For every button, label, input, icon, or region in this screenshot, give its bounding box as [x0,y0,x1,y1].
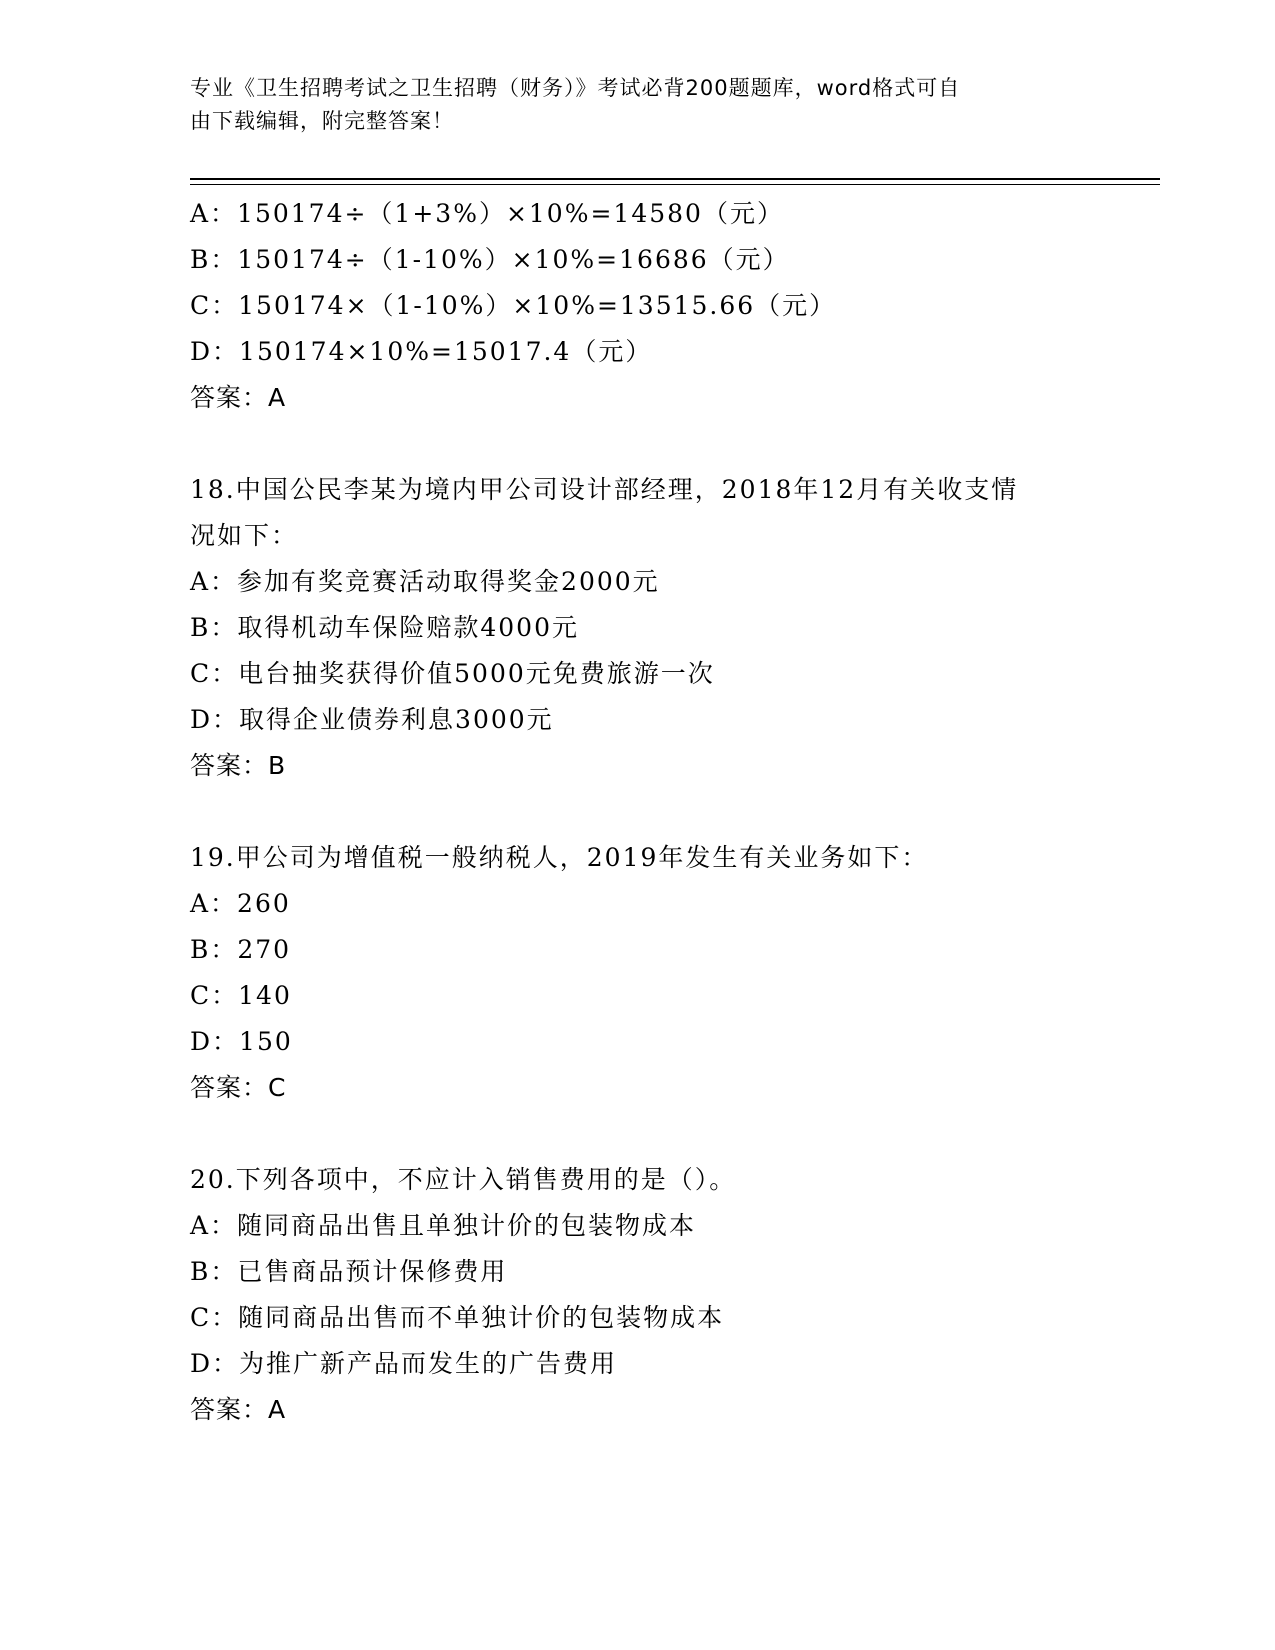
q18-option-c: C：电台抽奖获得价值5000元免费旅游一次 [190,659,715,688]
q18-option-d: D：取得企业债券利息3000元 [190,705,554,734]
q18-answer: 答案：B [190,751,287,780]
question-19-block [190,835,1150,1111]
q18-option-a: A：参加有奖竞赛活动取得奖金2000元 [190,567,660,596]
q17-option-b: B：150174÷（1-10%）×10%=16686（元） [190,245,790,274]
q17-option-a: A：150174÷（1+3%）×10%=14580（元） [190,199,784,228]
spacer [190,1111,1150,1157]
q19-stem: 19.甲公司为增值税一般纳税人，2019年发生有关业务如下： [190,843,929,872]
q19-answer: 答案：C [190,1073,287,1102]
header-line-1: 专业《卫生招聘考试之卫生招聘（财务）》考试必背200题题库，word格式可自 [190,76,961,100]
q19-option-c: C：140 [190,981,292,1010]
header-line-2: 由下载编辑，附完整答案！ [190,109,454,133]
q17-option-c: C：150174×（1-10%）×10%=13515.66（元） [190,291,837,320]
q19-option-d: D：150 [190,1027,293,1056]
q20-option-d: D：为推广新产品而发生的广告费用 [190,1349,618,1378]
question-17-block [190,191,1150,421]
q17-answer: 答案：A [190,383,287,412]
q20-stem: 20.下列各项中，不应计入销售费用的是（）。 [190,1165,737,1194]
q20-option-c: C：随同商品出售而不单独计价的包装物成本 [190,1303,725,1332]
q18-option-b: B：取得机动车保险赔款4000元 [190,613,579,642]
q17-option-d: D：150174×10%=15017.4（元） [190,337,653,366]
q19-option-b: B：270 [190,935,292,964]
q18-stem-line-2: 况如下： [190,521,299,550]
question-20-block [190,1157,1150,1433]
q20-answer: 答案：A [190,1395,287,1424]
q18-stem-line-1: 18.中国公民李某为境内甲公司设计部经理，2018年12月有关收支情 [190,475,1019,504]
question-18-block [190,467,1150,789]
header-rule-thick [190,178,1160,180]
q20-option-a: A：随同商品出售且单独计价的包装物成本 [190,1211,697,1240]
q19-option-a: A：260 [190,889,291,918]
header-rule-thin [190,184,1160,185]
question-list [190,191,1150,1433]
spacer [190,789,1150,835]
spacer [190,421,1150,467]
q20-option-b: B：已售商品预计保修费用 [190,1257,508,1286]
document-header [190,72,1090,138]
